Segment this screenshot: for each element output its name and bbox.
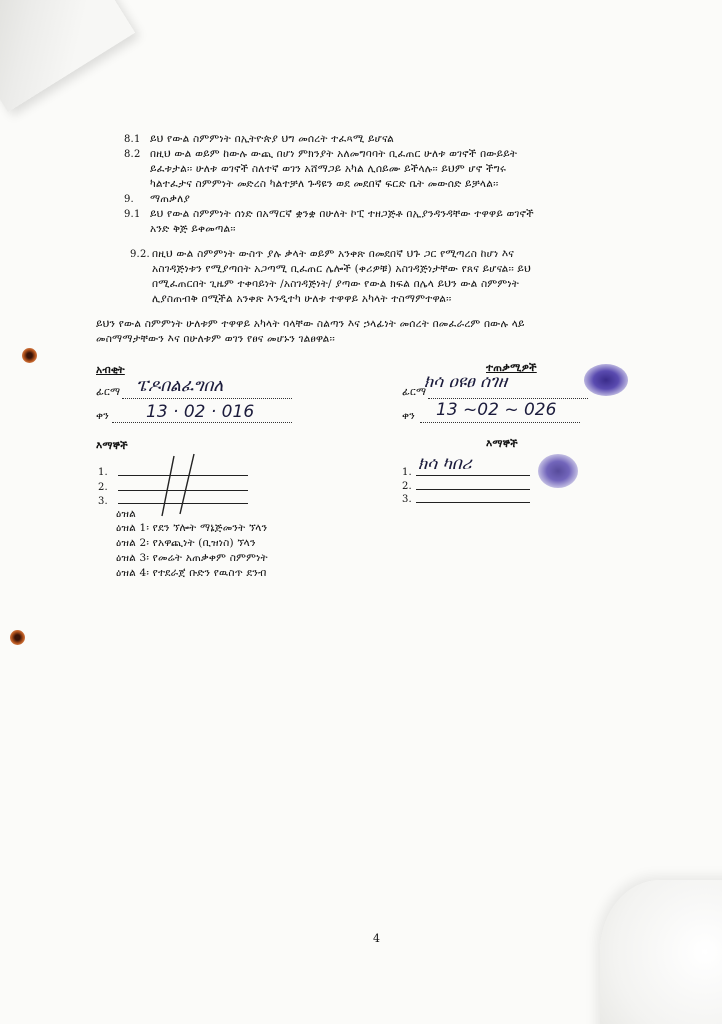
section-8-1-number: 8.1 xyxy=(124,134,141,145)
punch-hole-lower xyxy=(10,630,25,645)
annex-3: ዕዝል 3፡ የመሬት አጠቃቀም ስምምነት xyxy=(116,552,268,564)
annex-1: ዕዝል 1፡ የደን ኘሎት ማኔጅመንት ኘላን xyxy=(116,522,268,534)
left-signature: ፔዶበልፈግበለ xyxy=(136,376,224,396)
left-date-label: ቀን xyxy=(96,410,109,422)
section-9-number: 9. xyxy=(124,194,134,205)
section-8-1-text: ይህ የውል ስምምነት በኢትዮጵያ ህግ መሰረት ተፈጻሚ ይሆናል xyxy=(150,133,394,145)
right-witness-3-number: 3. xyxy=(402,494,412,505)
left-witness-strike xyxy=(150,450,210,520)
right-thumbprint xyxy=(584,364,628,396)
section-9-1-line-1: ይህ የውል ስምምነት ሰነድ በአማርኛ ቋንቋ በሁለት ኮፒ ተዘጋጅቶ በኢያንዳንዳቸው ተዋዋይ ወገኖች xyxy=(150,208,534,220)
left-date-value: 13 · 02 · 016 xyxy=(146,402,255,422)
section-9-2-line-4: ሊያስጠብቅ በሚችል አንቀጽ እንዲተካ ሁለቱ ተዋዋይ አካላት ተስማምተዋል፡፡ xyxy=(152,293,452,305)
annex-2: ዕዝል 2፡ የአዋጪነት (ቢዝነስ) ኘላን xyxy=(116,537,256,549)
section-9-2-line-3: በሚፈጠርበት ጊዜም ተቀባይነት /አስገዳጅነት/ ያጣው የውል ክፍል በሌላ ይህን ውል ስምምነት xyxy=(152,278,520,290)
closing-line-2: መስማማታቸውን እና በሁለቱም ወገን የፀና መሆኑን ገልፀዋል፡፡ xyxy=(96,333,335,345)
section-8-2-line-3: ካልተፈታና ስምምነት መድረስ ካልተቻለ ጉዳዩን ወደ መደበኛ ፍርድ ቤት መውሰድ ይቻላል፡፡ xyxy=(150,178,499,190)
page-curl-bottom-right xyxy=(600,880,722,1024)
right-witness-1-signature: ክሳ ካበሪ xyxy=(418,454,472,474)
right-witness-thumbprint xyxy=(538,454,578,488)
left-witness-2-number: 2. xyxy=(98,482,108,493)
section-8-2-line-2: ይፈቱታል፡፡ ሁለቱ ወገኖች ስለተኛ ወገን አሸማጋይ አካል ሊሰይሙ ይችላሉ፡፡ ይህም ሆኖ ችግሩ xyxy=(150,163,507,175)
left-witnesses-title: እማኞች xyxy=(96,440,128,452)
right-date-value: 13 ~02 ~ 026 xyxy=(436,400,557,420)
left-witness-3-number: 3. xyxy=(98,496,108,507)
page-number: 4 xyxy=(373,932,381,945)
section-9-heading: ማጠቃለያ xyxy=(150,193,191,205)
annexes-title: ዕዝል xyxy=(116,508,136,520)
left-date-line xyxy=(112,422,292,423)
right-signature: ክሳ ዐዩፀ ሰገዘ xyxy=(424,372,508,392)
right-witnesses-title: እማኞች xyxy=(486,438,518,450)
right-date-line xyxy=(420,422,580,423)
page-curl-top-left xyxy=(0,0,135,112)
section-8-2-line-1: በዚህ ውል ወይም ከውሉ ውጪ በሆነ ምክንያት አለመግባባት ቢፈጠር ሁለቱ ወገኖች በውይይት xyxy=(150,148,518,160)
right-witness-1-line xyxy=(416,475,530,476)
section-9-2-line-1: በዚህ ውል ስምምነት ውስጥ ያሉ ቃላት ወይም አንቀጽ በመደበኛ ህጉ ጋር የሚጣረስ ከሆነ እና xyxy=(152,248,515,260)
annex-4: ዕዝል 4፡ የተደራጀ ቡድን የዉስጥ ደንብ xyxy=(116,567,267,579)
left-sign-line xyxy=(122,398,292,399)
left-party-title: አብቂት xyxy=(96,364,125,376)
right-witness-1-number: 1. xyxy=(402,467,412,478)
right-witness-2-line xyxy=(416,489,530,490)
right-sign-line xyxy=(428,398,588,399)
punch-hole-upper xyxy=(22,348,37,363)
left-sign-label: ፊርማ xyxy=(96,386,121,398)
section-9-1-number: 9.1 xyxy=(124,209,141,220)
section-9-2-line-2: አስገዳጅነቱን የሚያጣበት አጋጣሚ ቢፈጠር ሌሎች (ቀሪዎቹ) አስገዳጅነታቸው የጸና ይሆናል፡፡ ይህ xyxy=(152,263,531,275)
right-witness-2-number: 2. xyxy=(402,481,412,492)
section-9-1-line-2: አንድ ቅጅ ይቀመጣል፡፡ xyxy=(150,223,236,235)
right-sign-label: ፊርማ xyxy=(402,386,427,398)
section-9-2-number: 9.2. xyxy=(130,249,150,260)
right-witness-3-line xyxy=(416,502,530,503)
section-8-2-number: 8.2 xyxy=(124,149,141,160)
right-party-title: ተጠቃሚዎች xyxy=(486,362,537,374)
right-date-label: ቀን xyxy=(402,410,415,422)
closing-line-1: ይህን የውል ስምምነት ሁለቱም ተዋዋይ አካላት ባላቸው ስልጣን እና ኃላፊነት መሰረት በመፈራረም በውሉ ላይ xyxy=(96,318,525,330)
left-witness-1-number: 1. xyxy=(98,467,108,478)
